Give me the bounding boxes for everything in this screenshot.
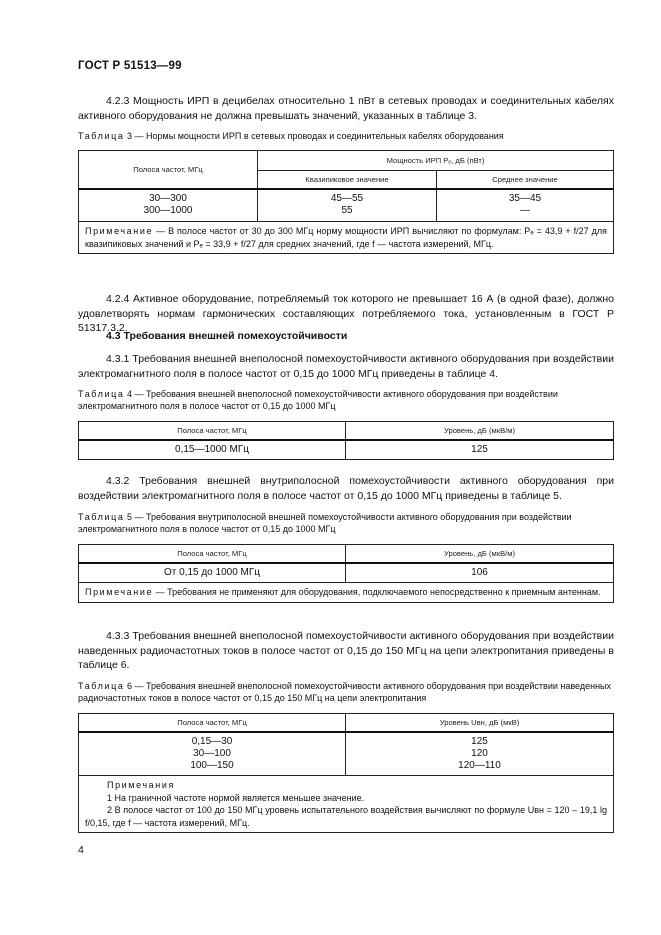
- table-caption-label: Таблица: [78, 389, 125, 399]
- note-2: 2 В полосе частот от 100 до 150 МГц уровень испытательного воздействия вычисляют по формуле Uвн = 120 – 19,1 lg f/0,15, где f — частота измерений, МГц.: [85, 805, 607, 828]
- table-header-freq: Полоса частот, МГц: [79, 714, 346, 732]
- section-heading-4-3: 4.3 Требования внешней помехоустойчивости: [106, 330, 348, 342]
- cell-line: 120—110: [458, 759, 501, 771]
- table-4: [78, 421, 614, 460]
- table-header-avg: Среднее значение: [437, 171, 614, 189]
- page-number: 4: [78, 844, 84, 856]
- table-cell-freq: [79, 732, 346, 776]
- paragraph-4-3-2: 4.3.2 Требования внешней внутриполосной помехоустойчивости активного оборудования при воздействии электромагнитного поля в полосе частот от 0,15 до 1000 МГц приведены в таблице 5.: [78, 475, 614, 502]
- cell-line: 30—300: [149, 193, 187, 205]
- table-4-caption: [78, 388, 614, 412]
- table-header-freq: Полоса частот, МГц: [79, 151, 258, 189]
- table-header-freq: Полоса частот, МГц: [79, 545, 346, 563]
- cell-line: —: [520, 205, 530, 217]
- cell-line: 30—100: [193, 747, 231, 759]
- note-label: Примечание: [85, 587, 154, 597]
- table-cell-level: 106: [346, 563, 614, 583]
- paragraph-4-2-3: 4.2.3 Мощность ИРП в децибелах относительно 1 пВт в сетевых проводах и соединительных кабелях активного оборудования не должна превышать значений, указанных в таблице 3.: [78, 95, 614, 122]
- note-text: — В полосе частот от 30 до 300 МГц норму мощности ИРП вычисляют по формулам: Pₑ = 43,9 + f/27 для квазипиковых значений и Pₑ = 33,9 + f/27 для средних значений, где f — частота измерений, МГц.: [85, 226, 607, 249]
- paragraph-4-3-3: 4.3.3 Требования внешней внеполосной помехоустойчивости активного оборудования при воздействии наведенных радиочастотных токов в полосе частот от 0,15 до 150 МГц на цепи электропитания приведены в таблице 6.: [78, 630, 614, 671]
- cell-line: 125: [471, 735, 488, 747]
- table-3-caption: [78, 130, 614, 142]
- table-header-level: Уровень, дБ (мкВ/м): [346, 422, 614, 440]
- table-5-caption: [78, 511, 614, 535]
- cell-line: 55: [341, 205, 353, 217]
- table-header-qp: Квазипиковое значение: [258, 171, 437, 189]
- table-cell-qp: [258, 189, 437, 222]
- table-3: [78, 150, 614, 254]
- cell-line: 300—1000: [143, 205, 193, 217]
- table-5: [78, 544, 614, 603]
- table-header-level: Уровень, дБ (мкВ/м): [346, 545, 614, 563]
- table-cell-freq: 0,15—1000 МГц: [79, 440, 346, 460]
- table-header-power: Мощность ИРП Pₑ, дБ (пВт): [258, 151, 614, 171]
- table-caption-label: Таблица: [78, 681, 125, 691]
- paragraph-4-2-4: 4.2.4 Активное оборудование, потребляемый ток которого не превышает 16 А (в одной фазе), должно удовлетворять нормам гармонических составляющих потребляемого тока, установленным в ГОСТ Р 51317.3.2.: [78, 293, 614, 334]
- table-caption-text: 6 — Требования внешней внеполосной помехоустойчивости активного оборудования при воздействии наведенных радиочастотных токов в полосе частот от 0,15 до 150 МГц на цепи электропитания: [78, 681, 612, 703]
- note-text: — Требования не применяют для оборудования, подключаемого непосредственно к приемным антеннам.: [153, 587, 601, 597]
- notes-label: Примечания: [107, 780, 175, 790]
- table-cell-level: 125: [346, 440, 614, 460]
- table-6: [78, 713, 614, 833]
- table-cell-freq: От 0,15 до 1000 МГц: [79, 563, 346, 583]
- cell-line: 35—45: [508, 193, 542, 205]
- table-5-note: [79, 583, 614, 603]
- table-6-notes: [79, 776, 614, 833]
- table-header-freq: Полоса частот, МГц: [79, 422, 346, 440]
- table-cell-freq: [79, 189, 258, 222]
- table-caption-label: Таблица: [78, 512, 125, 522]
- table-caption-text: 5 — Требования внутриполосной внешней помехоустойчивости активного оборудования при воздействии электромагнитного поля в полосе частот от 0,15 до 1000 МГц: [78, 512, 572, 534]
- table-cell-level: [346, 732, 614, 776]
- paragraph-4-3-1: 4.3.1 Требования внешней внеполосной помехоустойчивости активного оборудования при воздействии электромагнитного поля в полосе частот от 0,15 до 1000 МГц приведены в таблице 4.: [78, 353, 614, 380]
- note-label: Примечание: [85, 226, 154, 236]
- table-caption-text: 3 — Нормы мощности ИРП в сетевых проводах и соединительных кабелях оборудования: [127, 131, 504, 141]
- table-3-note: [79, 222, 614, 254]
- cell-line: 100—150: [190, 759, 234, 771]
- cell-line: 120: [471, 747, 488, 759]
- table-6-caption: [78, 680, 614, 704]
- table-cell-avg: [437, 189, 614, 222]
- table-caption-text: 4 — Требования внешней внеполосной помехоустойчивости активного оборудования при воздействии электромагнитного поля в полосе частот от 0,15 до 1000 МГц: [78, 389, 558, 411]
- cell-line: 0,15—30: [191, 735, 233, 747]
- note-1: 1 На граничной частоте нормой является меньшее значение.: [107, 792, 365, 803]
- cell-line: 45—55: [330, 193, 364, 205]
- document-header: ГОСТ Р 51513—99: [78, 60, 182, 72]
- table-caption-label: Таблица: [78, 131, 125, 141]
- table-header-level: Уровень Uвн, дБ (мкВ): [346, 714, 614, 732]
